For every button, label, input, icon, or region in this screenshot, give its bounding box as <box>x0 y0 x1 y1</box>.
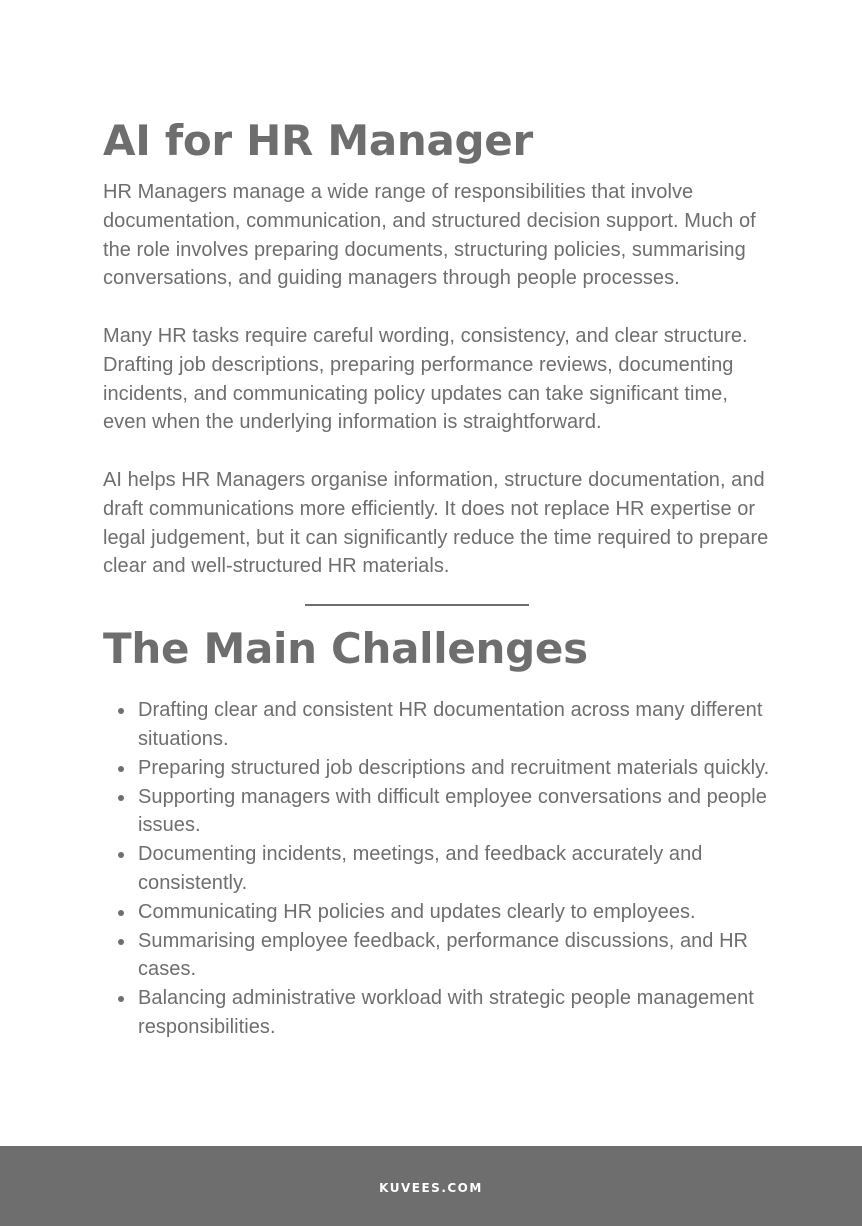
list-item <box>138 696 775 754</box>
list-item <box>138 898 775 927</box>
section-title-main-challenges: The Main Challenges <box>103 624 588 674</box>
list-item <box>138 840 775 898</box>
challenges-list <box>103 696 775 1042</box>
bullet-icon <box>118 939 124 945</box>
bullet-icon <box>118 910 124 916</box>
list-item <box>138 927 775 985</box>
list-item <box>138 984 775 1042</box>
list-item-text: Drafting clear and consistent HR documentation across many different situations. <box>138 699 763 750</box>
list-item-text: Supporting managers with difficult employee conversations and people issues. <box>138 785 767 837</box>
list-item-text: Communicating HR policies and updates clearly to employees. <box>138 900 696 923</box>
bullet-icon <box>118 852 124 858</box>
bullet-icon <box>118 996 124 1002</box>
bullet-icon <box>118 708 124 714</box>
paragraph: Many HR tasks require careful wording, consistency, and clear structure. Drafting job descriptions, preparing performance reviews, documenting incidents, and communicating policy updates can take significant time, even when the underlying information is straightforward. <box>103 324 748 434</box>
document-body <box>103 112 775 1042</box>
bullet-icon <box>118 795 124 801</box>
list-item <box>138 783 775 841</box>
section-title-ai-for-hr-manager: AI for HR Manager <box>103 116 533 165</box>
list-item <box>138 754 775 783</box>
intro-paragraphs <box>103 178 775 581</box>
paragraph: AI helps HR Managers organise information, structure documentation, and draft communications more efficiently. It does not replace HR expertise or legal judgement, but it can significantly reduce the time required to prepare clear and well-structured HR materials. <box>103 468 769 578</box>
footer-site-link[interactable]: KUVEES.COM <box>379 1181 483 1195</box>
bullet-icon <box>118 766 124 772</box>
section-divider <box>305 604 529 606</box>
list-item-text: Summarising employee feedback, performance discussions, and HR cases. <box>138 929 749 981</box>
paragraph: HR Managers manage a wide range of responsibilities that involve documentation, communication, and structured decision support. Much of the role involves preparing documents, structuring policies, summarising conversations, and guiding managers through people processes. <box>103 181 756 290</box>
list-item-text: Documenting incidents, meetings, and feedback accurately and consistently. <box>138 843 703 894</box>
list-item-text: Balancing administrative workload with strategic people management responsibilities. <box>138 987 754 1038</box>
page-footer <box>0 1146 862 1226</box>
list-item-text: Preparing structured job descriptions and recruitment materials quickly. <box>138 756 770 779</box>
